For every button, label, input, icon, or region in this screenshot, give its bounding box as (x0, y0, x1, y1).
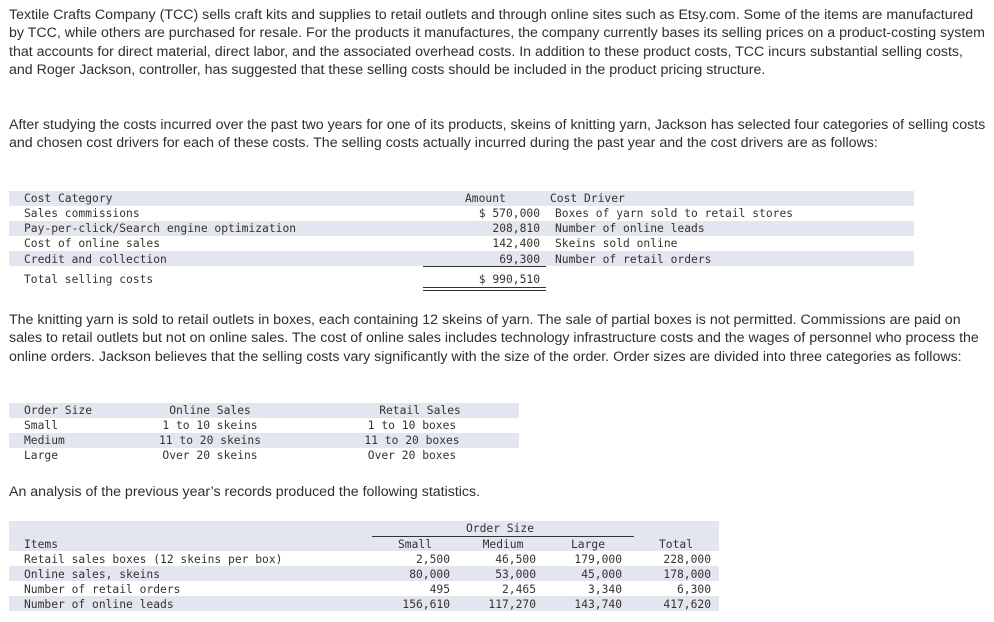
retail-range: 1 to 10 boxes (367, 419, 457, 432)
boxes-paragraph: The knitting yarn is sold to retail outlets in boxes, each containing 12 skeins of yarn. The sale of partial boxes is not permitted. Commissions are paid on sales to retail outlets but not on online sales. The cost of online sales includes technology infrastructure costs and the wages of personnel who process the online orders. Jackson believes that the selling costs vary significantly with the size of the order. Order sizes are divided into three categories as follows: (9, 312, 979, 365)
total-value: 6,300 (676, 583, 711, 596)
small-value: 156,610 (402, 598, 450, 611)
medium-header: Medium (482, 538, 524, 551)
cost-category: Pay-per-click/Search engine optimization (24, 222, 297, 235)
cost-category-header: Cost Category (24, 192, 113, 205)
table-row (0, 418, 994, 433)
medium-value: 46,500 (495, 553, 536, 566)
online-range: 11 to 20 skeins (158, 434, 262, 447)
table-row (0, 252, 994, 267)
cost-table-header (0, 191, 994, 206)
cost-driver: Number of online leads (555, 222, 705, 235)
subtotal-rule (423, 266, 546, 267)
stats-item: Number of online leads (24, 598, 174, 611)
total-double-rule-top (423, 287, 546, 288)
total-double-rule-bottom (423, 290, 546, 291)
order-size: Large (24, 449, 59, 462)
analysis-paragraph: An analysis of the previous year’s records produced the following statistics. (9, 484, 481, 500)
table-row (0, 236, 994, 251)
table-row (0, 552, 994, 567)
order-size-group-label: Order Size (465, 522, 534, 535)
stats-group-header (0, 521, 994, 536)
stats-item: Retail sales boxes (12 skeins per box) (24, 553, 283, 566)
study-paragraph: After studying the costs incurred over the past two years for one of its products, skeins of knitting yarn, Jackson has selected four categories of selling costs and chosen cost drivers for each of these costs. The selling costs actually incurred during the past year and the cost drivers are as follows: (9, 117, 986, 152)
large-value: 3,340 (587, 583, 622, 596)
total-row (0, 272, 994, 287)
amount-header: Amount (465, 192, 506, 205)
order-size-header (0, 403, 994, 418)
items-header: Items (24, 538, 59, 551)
cost-category: Cost of online sales (24, 237, 161, 250)
stats-header (0, 537, 994, 552)
online-range: 1 to 10 skeins (162, 419, 258, 432)
retail-sales-header: Retail Sales (379, 404, 461, 417)
total-header: Total (658, 538, 693, 551)
table-row (0, 433, 994, 448)
table-row (0, 448, 994, 463)
cost-driver: Boxes of yarn sold to retail stores (555, 207, 794, 220)
medium-value: 117,270 (488, 598, 536, 611)
intro-paragraph: Textile Crafts Company (TCC) sells craft kits and supplies to retail outlets and through online sites such as Etsy.com. Some of the items are manufactured by TCC, while others are purchased for resale. For the products it manufactures, the company currently bases its selling prices on a product-costing system that accounts for direct material, direct labor, and the associated overhead costs. In addition to these product costs, TCC incurs substantial selling costs, and Roger Jackson, controller, has suggested that these selling costs should be included in the product pricing structure. (9, 7, 985, 78)
table-row (0, 597, 994, 612)
cost-driver: Skeins sold online (555, 237, 678, 250)
table-row (0, 206, 994, 221)
total-value: 178,000 (663, 568, 711, 581)
cost-amount: $ 570,000 (478, 207, 540, 220)
stats-item: Online sales, skeins (24, 568, 161, 581)
small-value: 80,000 (409, 568, 450, 581)
cost-category: Credit and collection (24, 253, 167, 266)
cost-driver: Number of retail orders (555, 253, 712, 266)
cost-driver-header: Cost Driver (550, 192, 625, 205)
table-row (0, 567, 994, 582)
total-label: Total selling costs (24, 273, 154, 286)
online-sales-header: Online Sales (169, 404, 251, 417)
cost-amount: 208,810 (492, 222, 540, 235)
retail-range: 11 to 20 boxes (364, 434, 460, 447)
cost-amount: 69,300 (499, 253, 540, 266)
table-row (0, 582, 994, 597)
total-value: 417,620 (663, 598, 711, 611)
order-size-header-label: Order Size (24, 404, 93, 417)
large-value: 143,740 (574, 598, 622, 611)
large-value: 45,000 (581, 568, 622, 581)
medium-value: 53,000 (495, 568, 536, 581)
cost-category: Sales commissions (24, 207, 140, 220)
large-header: Large (570, 538, 605, 551)
large-value: 179,000 (574, 553, 622, 566)
small-header: Small (397, 538, 432, 551)
total-amount: $ 990,510 (478, 273, 540, 286)
order-size: Small (24, 419, 59, 432)
cost-amount: 142,400 (492, 237, 540, 250)
stats-item: Number of retail orders (24, 583, 181, 596)
total-value: 228,000 (663, 553, 711, 566)
retail-range: Over 20 boxes (367, 449, 457, 462)
table-row (0, 221, 994, 236)
small-value: 2,500 (415, 553, 450, 566)
small-value: 495 (429, 583, 450, 596)
medium-value: 2,465 (501, 583, 536, 596)
online-range: Over 20 skeins (162, 449, 258, 462)
order-size: Medium (24, 434, 65, 447)
